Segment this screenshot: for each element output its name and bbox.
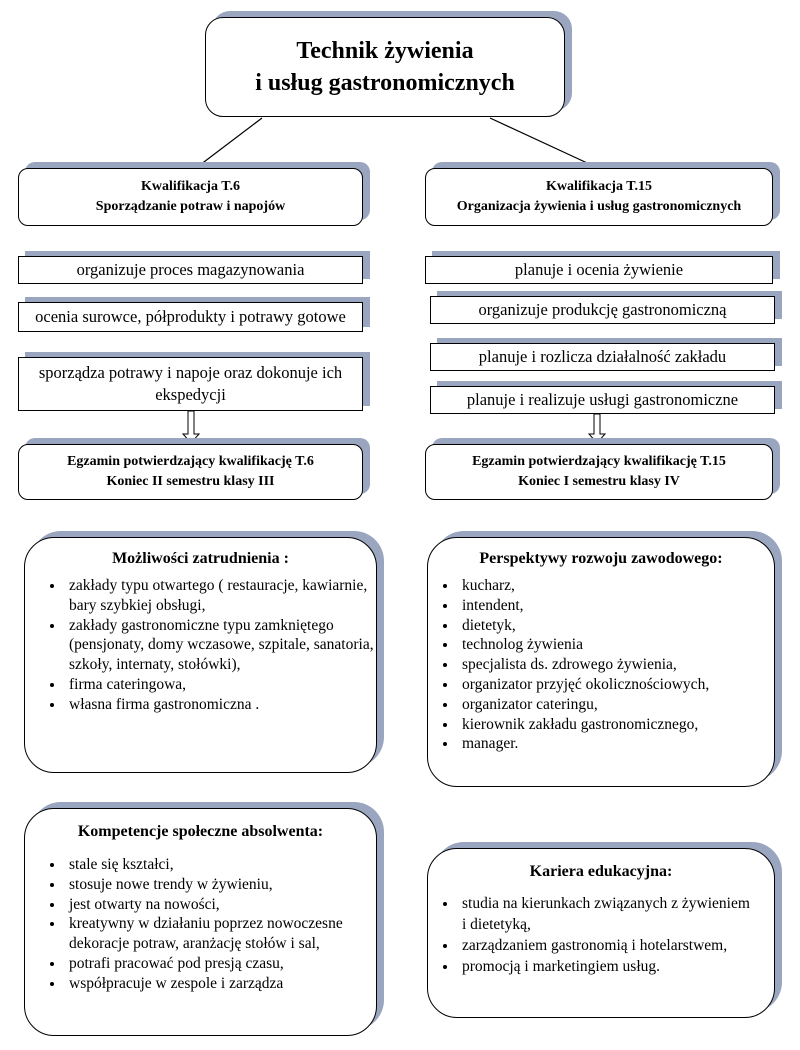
education-item-1: studia na kierunkach związanych z żywieniem [462, 895, 750, 912]
education-item-1-continuation: i dietetyką, [462, 916, 531, 933]
employment-list [25, 576, 376, 715]
list-item: • organizator przyjęć okolicznościowych, [458, 675, 774, 695]
career-prospects-list [428, 576, 774, 754]
task-right-4 [430, 386, 775, 414]
education-panel [427, 848, 775, 1018]
qualification-t6-code: Kwalifikacja T.6 [140, 179, 241, 194]
task-left-2 [18, 302, 363, 332]
list-item: • własna firma gastronomiczna . [65, 695, 376, 715]
qualification-t15-name: Organizacja żywienia i usług gastronomicznych [456, 199, 742, 214]
list-item: • zarządzaniem gastronomią i hotelarstwem, [458, 935, 774, 956]
task-left-2-text: ocenia surowce, półprodukty i potrawy gotowe [35, 307, 346, 326]
task-left-1-text: organizuje proces magazynowania [76, 260, 305, 279]
title-box [205, 17, 565, 117]
title-line-1: Technik żywienia [296, 38, 474, 64]
list-item: • współpracuje w zespole i zarządza [65, 974, 376, 994]
list-item: • specjalista ds. zdrowego żywienia, [458, 655, 774, 675]
arrow-down-icon-left [183, 411, 199, 443]
task-right-3 [430, 343, 775, 371]
education-title: Kariera edukacyjna: [529, 863, 673, 880]
social-competences-list [25, 855, 376, 994]
social-competences-panel [24, 808, 377, 1036]
arrow-down-icon-right [589, 414, 605, 443]
task-right-3-text: planuje i rozlicza działalność zakładu [478, 347, 727, 366]
list-item [458, 893, 774, 935]
exam-t15-line-1: Egzamin potwierdzający kwalifikację T.15 [472, 454, 726, 469]
exam-t6-line-2: Koniec II semestru klasy III [106, 474, 275, 489]
task-right-4-text: planuje i realizuje usługi gastronomiczne [466, 390, 739, 409]
exam-t6-line-1: Egzamin potwierdzający kwalifikację T.6 [67, 454, 314, 469]
career-prospects-panel [427, 537, 775, 787]
social-competences-title: Kompetencje społeczne absolwenta: [77, 823, 324, 840]
qualification-t15-box [425, 168, 773, 226]
task-right-1-text: planuje i ocenia żywienie [514, 260, 684, 279]
list-item: • potrafi pracować pod presją czasu, [65, 954, 376, 974]
qualification-t6-name: Sporządzanie potraw i napojów [95, 199, 286, 214]
list-item: • stale się kształci, [65, 855, 376, 875]
list-item: • kucharz, [458, 576, 774, 596]
task-right-2 [430, 296, 775, 324]
list-item: • promocją i marketingiem usług. [458, 956, 774, 977]
list-item: • zakłady gastronomiczne typu zamkniętego (pensjonaty, domy wczasowe, szpitale, sanatoria, szkoły, internaty, stołówki), [65, 616, 376, 675]
connector-right [490, 118, 598, 168]
exam-t6-box [18, 444, 363, 500]
list-item: • kierownik zakładu gastronomicznego, [458, 715, 774, 735]
employment-panel [24, 537, 377, 773]
list-item: • intendent, [458, 596, 774, 616]
exam-t15-line-2: Koniec I semestru klasy IV [518, 474, 680, 489]
connector-left [196, 118, 262, 168]
career-prospects-title: Perspektywy rozwoju zawodowego: [479, 550, 723, 567]
task-right-1 [425, 256, 773, 284]
exam-t15-box [425, 444, 773, 500]
list-item: • technolog żywienia [458, 635, 774, 655]
task-left-1 [18, 256, 363, 284]
list-item: • zakłady typu otwartego ( restauracje, kawiarnie, bary szybkiej obsługi, [65, 576, 376, 616]
list-item: • dietetyk, [458, 616, 774, 636]
title-line-2: i usług gastronomicznych [255, 70, 515, 96]
qualification-t15-code: Kwalifikacja T.15 [545, 179, 653, 194]
task-right-2-text: organizuje produkcję gastronomiczną [478, 300, 727, 319]
education-list [428, 893, 774, 977]
list-item: • organizator cateringu, [458, 695, 774, 715]
qualification-t6-box [18, 168, 363, 226]
list-item: • kreatywny w działaniu poprzez nowoczesne dekoracje potraw, aranżację stołów i sal, [65, 914, 376, 954]
list-item: • stosuje nowe trendy w żywieniu, [65, 875, 376, 895]
list-item: • jest otwarty na nowości, [65, 895, 376, 915]
task-left-3 [18, 357, 363, 411]
list-item: • firma cateringowa, [65, 675, 376, 695]
task-left-3-text: sporządza potrawy i napoje oraz dokonuje ich ekspedycji [38, 363, 343, 404]
employment-title: Możliwości zatrudnienia : [112, 550, 289, 567]
list-item: • manager. [458, 734, 774, 754]
